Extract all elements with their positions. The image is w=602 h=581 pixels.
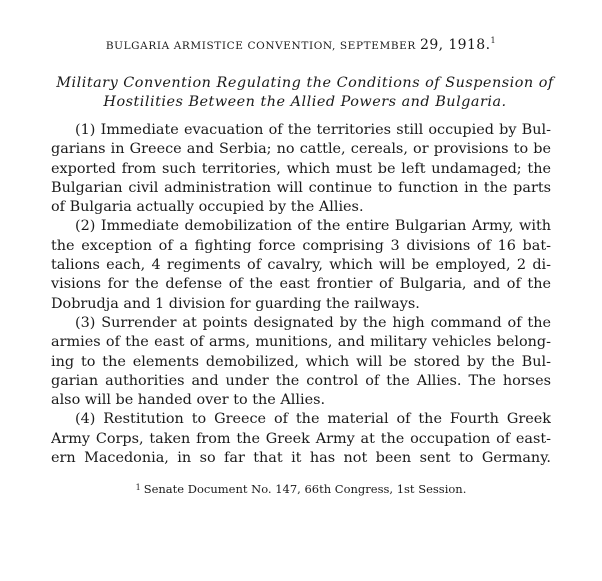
text-line: of Bulgaria actually occupied by the Allies. xyxy=(51,199,364,216)
text-line: exported from such territories, which must be left undamaged; the xyxy=(51,160,551,177)
text-line: (4) Restitution to Greece of the material of the Fourth Greek xyxy=(75,411,551,428)
text-line: ern Macedonia, in so far that it has not been sent to Germany. xyxy=(51,450,551,467)
heading-line-1: Military Convention Regulating the Conditions of Suspension of xyxy=(56,75,554,91)
text-line: (2) Immediate demobilization of the entire Bulgarian Army, with xyxy=(75,218,551,235)
text-line: ing to the elements demobilized, which will be stored by the Bul- xyxy=(51,353,551,370)
footnote-reference[interactable]: 1 xyxy=(490,36,497,45)
text-line: garian authorities and under the control of the Allies. The horses xyxy=(51,372,551,389)
text-line: Bulgarian civil administration will continue to function in the parts xyxy=(51,179,551,196)
footnote xyxy=(0,482,602,496)
running-head-date: 29, 1918. xyxy=(420,37,491,53)
paragraph-4 xyxy=(51,410,551,468)
text-line: armies of the east of arms, munitions, and military vehicles belong- xyxy=(51,334,551,351)
running-head xyxy=(0,36,602,53)
text-line: (3) Surrender at points designated by the high command of the xyxy=(75,314,551,331)
text-line: the exception of a fighting force comprising 3 divisions of 16 bat- xyxy=(51,237,551,254)
text-line: also will be handed over to the Allies. xyxy=(51,392,326,409)
footnote-text: Senate Document No. 147, 66th Congress, 1st Session. xyxy=(143,482,467,496)
section-heading xyxy=(20,74,590,112)
paragraph-2 xyxy=(51,217,551,313)
text-line: visions for the defense of the east frontier of Bulgaria, and of the xyxy=(51,276,551,293)
paragraph-1 xyxy=(51,121,551,217)
running-head-title: BULGARIA ARMISTICE CONVENTION, SEPTEMBER xyxy=(105,40,416,52)
body-text xyxy=(51,121,551,468)
text-line: (1) Immediate evacuation of the territories still occupied by Bul- xyxy=(75,122,551,138)
text-line: Army Corps, taken from the Greek Army at the occupation of east- xyxy=(51,430,551,447)
footnote-marker: 1 xyxy=(135,483,141,492)
paragraph-3 xyxy=(51,314,551,410)
heading-line-2: Hostilities Between the Allied Powers and Bulgaria. xyxy=(103,94,507,110)
text-line: talions each, 4 regiments of cavalry, which will be employed, 2 di- xyxy=(51,257,551,274)
text-line: garians in Greece and Serbia; no cattle, cereals, or provisions to be xyxy=(51,141,551,158)
text-line: Dobrudja and 1 division for guarding the railways. xyxy=(51,295,420,312)
